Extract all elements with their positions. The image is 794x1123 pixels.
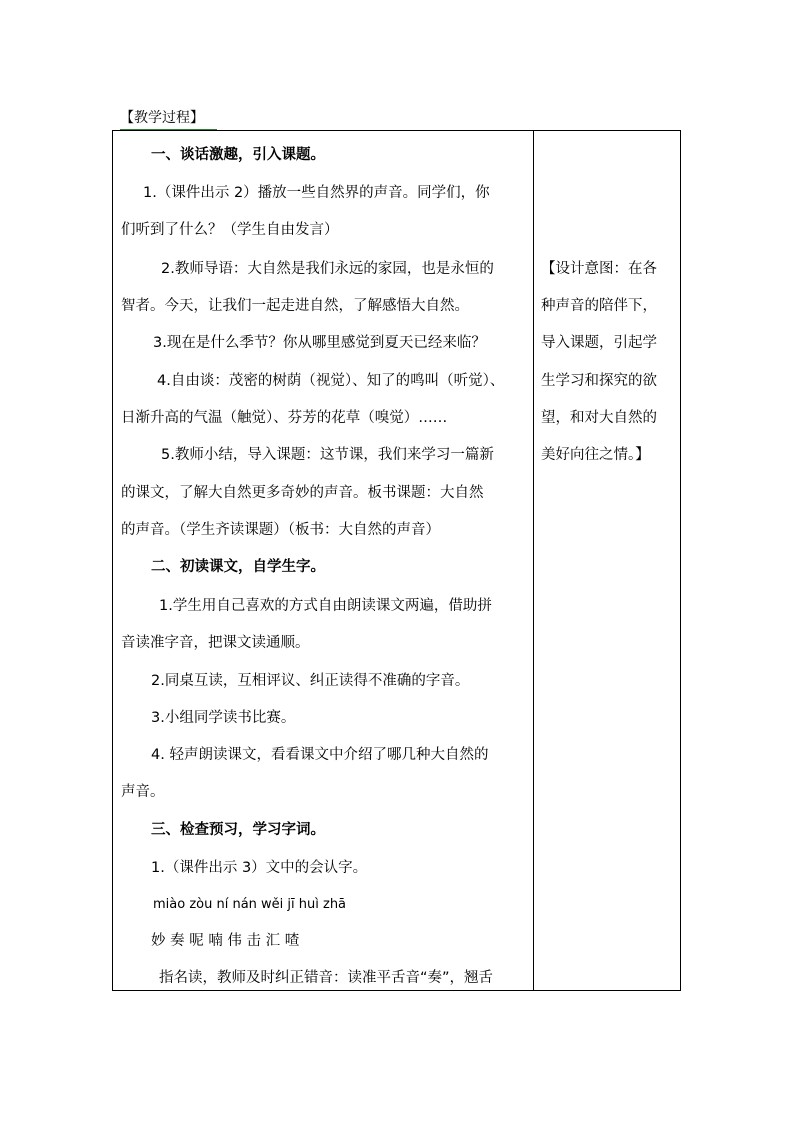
paragraph-line: 4.自由谈：茂密的树荫（视觉）、知了的鸣叫（听觉）、	[157, 373, 505, 389]
hanzi-line: 妙 奏 呢 喃 伟 击 汇 喳	[151, 933, 300, 949]
paragraph-line: 音读准字音，把课文读通顺。	[121, 635, 310, 651]
paragraph-line: 2.同桌互读，互相评议、纠正读得不准确的字音。	[151, 673, 470, 689]
paragraph-line: 们听到了什么？（学生自由发言）	[121, 222, 339, 238]
design-intent-column	[534, 131, 681, 990]
paragraph-line: 声音。	[121, 784, 165, 800]
paragraph-line: 4. 轻声朗读课文，看看课文中介绍了哪几种大自然的	[151, 747, 489, 763]
pinyin-line: miào zòu ní nán wěi jī huì zhā	[153, 897, 347, 912]
section-3-title: 三、检查预习，学习字词。	[151, 822, 325, 838]
paragraph-line: 5.教师小结，导入课题：这节课，我们来学习一篇新	[161, 447, 494, 463]
paragraph-line: 1.（课件出示 2）播放一些自然界的声音。同学们，你	[143, 185, 490, 201]
paragraph-line: 日渐升高的气温（触觉）、芬芳的花草（嗅觉）……	[121, 410, 448, 426]
paragraph-line: 1.（课件出示 3）文中的会认字。	[151, 860, 368, 876]
design-intent-line: 望，和对大自然的	[541, 410, 657, 426]
paragraph-line: 2.教师导语：大自然是我们永远的家园，也是永恒的	[161, 261, 494, 277]
section-1-title: 一、谈话激趣，引入课题。	[151, 147, 325, 163]
paragraph-line: 的课文，了解大自然更多奇妙的声音。板书课题：大自然	[121, 485, 484, 501]
design-intent-line: 导入课题，引起学	[541, 335, 657, 351]
section-2-title: 二、初读课文，自学生字。	[151, 559, 325, 575]
section-heading: 【教学过程】	[120, 108, 217, 131]
design-intent-line: 美好向往之情。】	[541, 447, 650, 463]
lesson-table	[112, 130, 681, 991]
paragraph-line: 3.小组同学读书比赛。	[151, 710, 296, 726]
design-intent-line: 【设计意图：在各	[541, 261, 657, 277]
paragraph-line: 智者。今天，让我们一起走进自然，了解感悟大自然。	[121, 298, 469, 314]
paragraph-line: 1.学生用自己喜欢的方式自由朗读课文两遍，借助拼	[159, 598, 492, 614]
paragraph-line: 指名读，教师及时纠正错音：读准平舌音“奏”，翘舌	[159, 970, 494, 986]
paragraph-line: 的声音。（学生齐读课题）（板书：大自然的声音）	[121, 522, 440, 538]
main-content-column	[113, 131, 533, 990]
design-intent-line: 生学习和探究的欲	[541, 373, 657, 389]
paragraph-line: 3.现在是什么季节？你从哪里感觉到夏天已经来临？	[153, 335, 486, 351]
design-intent-line: 种声音的陪伴下，	[541, 298, 657, 314]
